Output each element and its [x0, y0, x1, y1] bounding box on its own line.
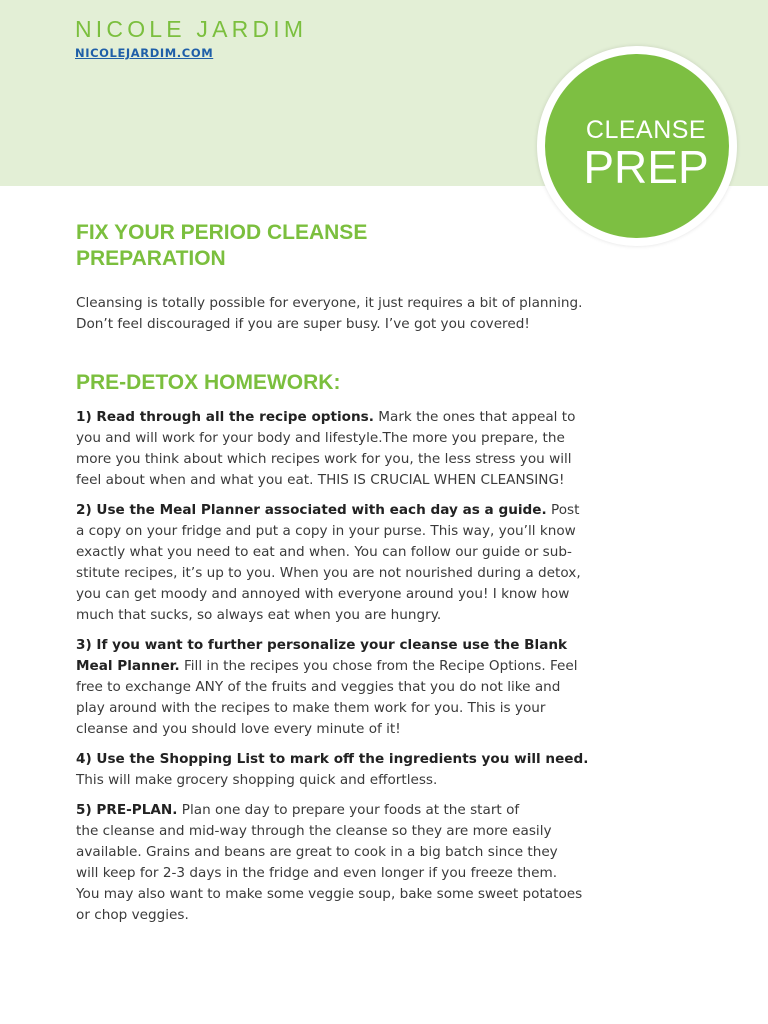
step-3-lead-2: Meal Planner.: [76, 658, 180, 674]
section-heading: PRE-DETOX HOMEWORK:: [76, 371, 341, 394]
step-2-line: exactly what you need to eat and when. You can follow our guide or sub-: [76, 544, 572, 560]
step-5-line: available. Grains and beans are great to cook in a big batch since they: [76, 844, 558, 860]
intro-paragraph: [76, 293, 616, 335]
badge-circle: [545, 54, 729, 238]
step-1-first-rest: Mark the ones that appeal to: [373, 409, 576, 425]
step-4-lead: 4) Use the Shopping List to mark off the ingredients you will need.: [76, 751, 589, 767]
homework-steps: [76, 407, 616, 935]
brand-name: NICOLE JARDIM: [75, 16, 308, 42]
step-5-line: the cleanse and mid-way through the cleanse so they are more easily: [76, 823, 552, 839]
step-1-line: you and will work for your body and lifestyle.The more you prepare, the: [76, 430, 565, 446]
step-2-lead: 2) Use the Meal Planner associated with each day as a guide.: [76, 502, 547, 518]
step-3-line: free to exchange ANY of the fruits and veggies that you do not like and: [76, 679, 561, 695]
website-link[interactable]: NICOLEJARDIM.COM: [75, 46, 214, 60]
step-5-first-line: [76, 800, 616, 821]
step-3-lead: 3) If you want to further personalize your cleanse use the Blank: [76, 637, 568, 653]
step-2-first-line: [76, 500, 616, 521]
step-4-line: This will make grocery shopping quick and effortless.: [76, 772, 438, 788]
page-title-line-2: PREPARATION: [76, 247, 226, 270]
step-2-line: stitute recipes, it’s up to you. When you are not nourished during a detox,: [76, 565, 581, 581]
step-2-line: a copy on your fridge and put a copy in your purse. This way, you’ll know: [76, 523, 576, 539]
page-title-line-1: FIX YOUR PERIOD CLEANSE: [76, 221, 368, 244]
intro-line-2: Don’t feel discouraged if you are super busy. I’ve got you covered!: [76, 316, 530, 332]
step-5-line: or chop veggies.: [76, 907, 189, 923]
step-5-first-rest: Plan one day to prepare your foods at the start of: [177, 802, 520, 818]
step-2: [76, 500, 616, 626]
step-5-lead: 5) PRE-PLAN.: [76, 802, 178, 818]
step-3-first-rest: Fill in the recipes you chose from the Recipe Options. Feel: [179, 658, 578, 674]
step-1-line: feel about when and what you eat. THIS IS CRUCIAL WHEN CLEANSING!: [76, 472, 565, 488]
step-2-first-rest: Post: [546, 502, 580, 518]
step-3-second-line: [76, 656, 616, 677]
step-5: [76, 800, 616, 926]
step-1: [76, 407, 616, 491]
cleanse-prep-badge: [537, 46, 737, 246]
step-2-line: much that sucks, so always eat when you are hungry.: [76, 607, 442, 623]
step-1-line: more you think about which recipes work for you, the less stress you will: [76, 451, 572, 467]
step-5-line: will keep for 2-3 days in the fridge and even longer if you freeze them.: [76, 865, 558, 881]
step-5-line: You may also want to make some veggie soup, bake some sweet potatoes: [76, 886, 583, 902]
step-3: [76, 635, 616, 740]
step-1-first-line: [76, 407, 616, 428]
step-1-lead: 1) Read through all the recipe options.: [76, 409, 374, 425]
badge-label-cleanse: CLEANSE: [585, 116, 707, 144]
step-4: [76, 749, 616, 791]
step-3-line: play around with the recipes to make them work for you. This is your: [76, 700, 546, 716]
page-title: [76, 220, 496, 272]
badge-label-prep: PREP: [583, 141, 709, 193]
intro-line-1: Cleansing is totally possible for everyone, it just requires a bit of planning.: [76, 295, 583, 311]
step-2-line: you can get moody and annoyed with everyone around you! I know how: [76, 586, 570, 602]
step-3-line: cleanse and you should love every minute of it!: [76, 721, 401, 737]
